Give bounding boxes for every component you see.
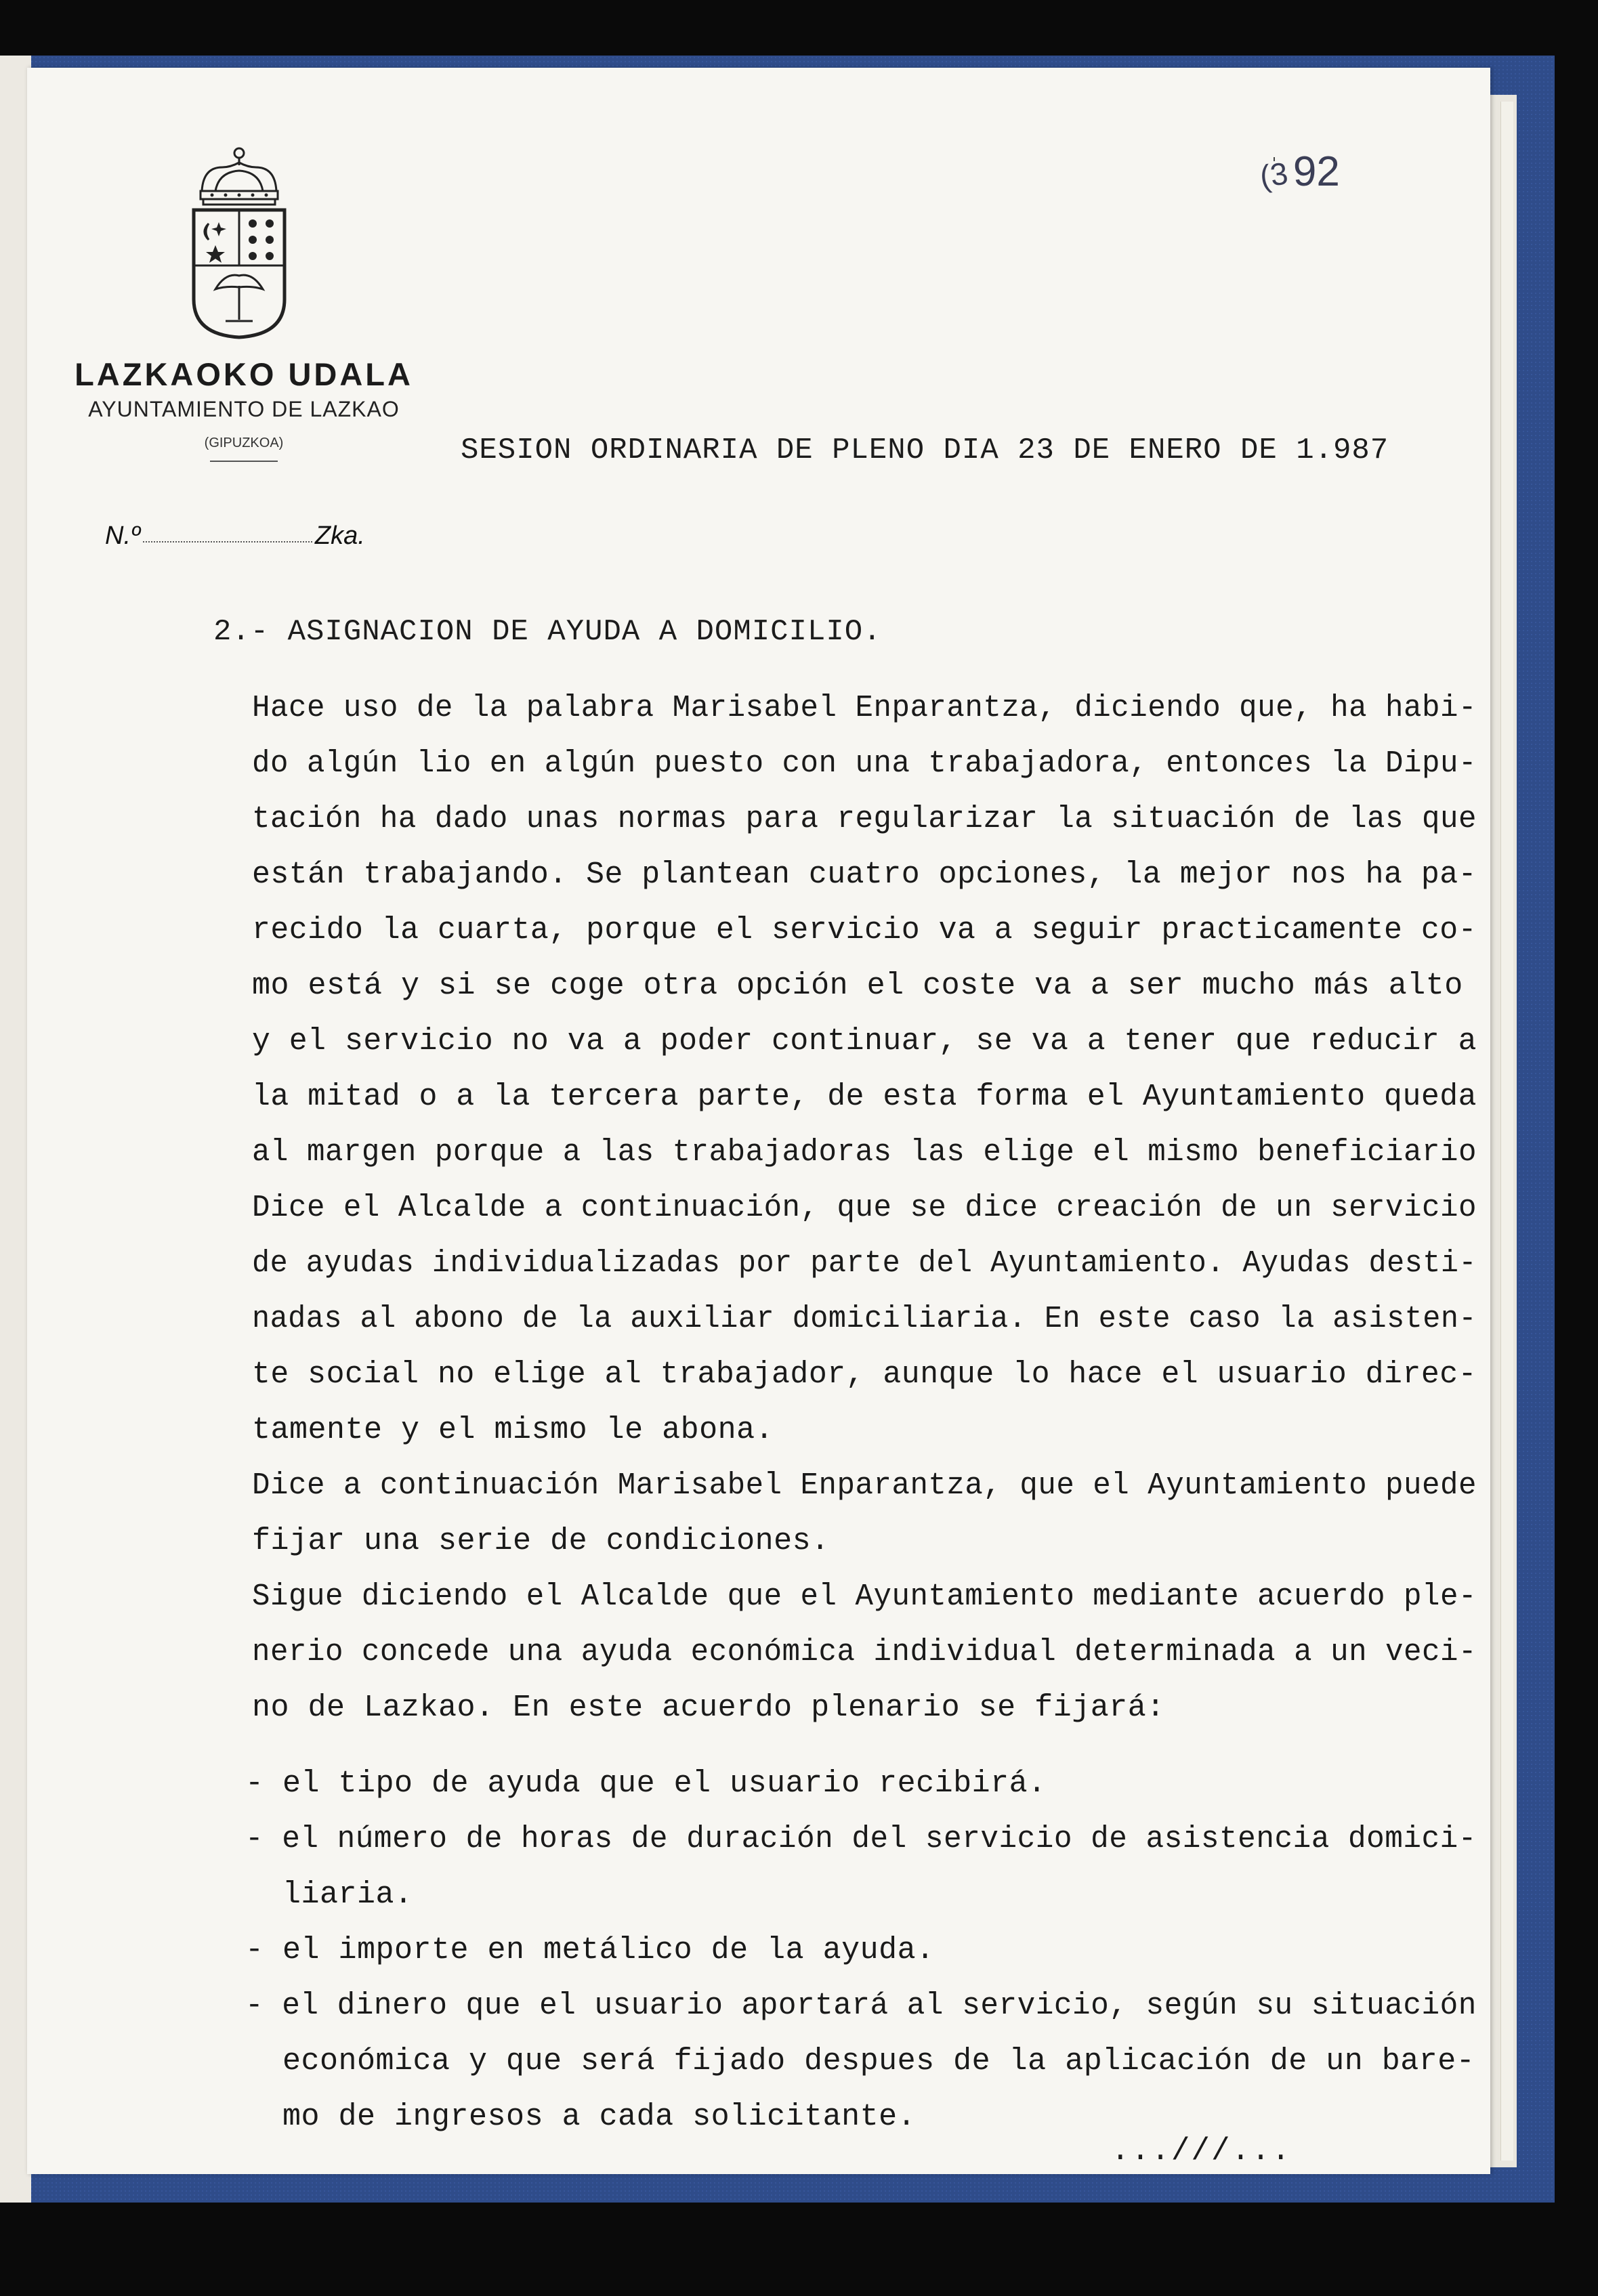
session-title: SESION ORDINARIA DE PLENO DIA 23 DE ENERO DE 1.987 bbox=[461, 433, 1389, 467]
body-line: recido la cuarta, porque el servicio va a seguir practicamente co- bbox=[252, 913, 1477, 948]
body-line: mo está y si se coge otra opción el coste va a ser mucho más alto bbox=[252, 969, 1463, 1003]
list-item: - el importe en metálico de la ayuda. bbox=[245, 1933, 935, 1968]
body-line: do algún lio en algún puesto con una trabajadora, entonces la Dipu- bbox=[252, 746, 1477, 781]
body-line: y el servicio no va a poder continuar, se va a tener que reducir a bbox=[252, 1024, 1477, 1059]
body-line: tamente y el mismo le abona. bbox=[252, 1413, 774, 1447]
page-number bbox=[1257, 148, 1340, 196]
brand-basque-name: LAZKAOKO UDALA bbox=[75, 356, 413, 392]
page-number-value: 92 bbox=[1292, 148, 1340, 195]
document-number-field bbox=[105, 522, 365, 551]
municipality-brand bbox=[68, 356, 420, 462]
number-prefix: N.º bbox=[105, 522, 140, 550]
body-line: están trabajando. Se plantean cuatro opciones, la mejor nos ha pa- bbox=[252, 857, 1477, 892]
number-suffix: Zka. bbox=[314, 522, 365, 550]
body-line: nerio concede una ayuda económica individual determinada a un veci- bbox=[252, 1635, 1477, 1670]
body-line: al margen porque a las trabajadoras las elige el mismo beneficiario bbox=[252, 1135, 1477, 1170]
list-item: mo de ingresos a cada solicitante. bbox=[245, 2100, 917, 2134]
body-line: nadas al abono de la auxiliar domiciliaria. En este caso la asisten- bbox=[252, 1302, 1477, 1336]
list-item: - el dinero que el usuario aportará al servicio, según su situación bbox=[245, 1989, 1477, 2023]
list-item: económica y que será fijado despues de la aplicación de un bare- bbox=[245, 2044, 1475, 2079]
body-line: Hace uso de la palabra Marisabel Enparantza, diciendo que, ha habi- bbox=[252, 691, 1477, 725]
body-line: fijar una serie de condiciones. bbox=[252, 1524, 830, 1558]
continuation-mark: ...///... bbox=[1111, 2133, 1292, 2169]
body-line: Dice a continuación Marisabel Enparantza, que el Ayuntamiento puede bbox=[252, 1468, 1477, 1503]
body-line: Dice el Alcalde a continuación, que se dice creación de un servicio bbox=[252, 1191, 1477, 1225]
body-line: de ayudas individualizadas por parte del Ayuntamiento. Ayudas desti- bbox=[252, 1246, 1477, 1281]
section-heading: 2.- ASIGNACION DE AYUDA A DOMICILIO. bbox=[213, 615, 882, 649]
body-line: Sigue diciendo el Alcalde que el Ayuntamiento mediante acuerdo ple- bbox=[252, 1579, 1477, 1614]
list-item: - el número de horas de duración del servicio de asistencia domici- bbox=[245, 1822, 1477, 1856]
number-blank-line bbox=[143, 541, 312, 543]
body-line: te social no elige al trabajador, aunque lo hace el usuario direc- bbox=[252, 1357, 1477, 1392]
coat-of-arms-icon bbox=[188, 144, 290, 340]
stacked-pages-edge-inner bbox=[1500, 102, 1513, 2161]
brand-spanish-name: AYUNTAMIENTO DE LAZKAO bbox=[88, 397, 400, 421]
list-item: - el tipo de ayuda que el usuario recibirá. bbox=[245, 1766, 1047, 1801]
brand-province: (GIPUZKOA) bbox=[204, 435, 284, 450]
handwritten-page-mark: (3 bbox=[1257, 155, 1290, 194]
brand-divider bbox=[210, 461, 278, 462]
body-line: la mitad o a la tercera parte, de esta forma el Ayuntamiento queda bbox=[252, 1080, 1477, 1114]
list-item: liaria. bbox=[245, 1877, 413, 1912]
body-line: no de Lazkao. En este acuerdo plenario se fijará: bbox=[252, 1691, 1165, 1725]
body-line: tación ha dado unas normas para regularizar la situación de las que bbox=[252, 802, 1477, 836]
